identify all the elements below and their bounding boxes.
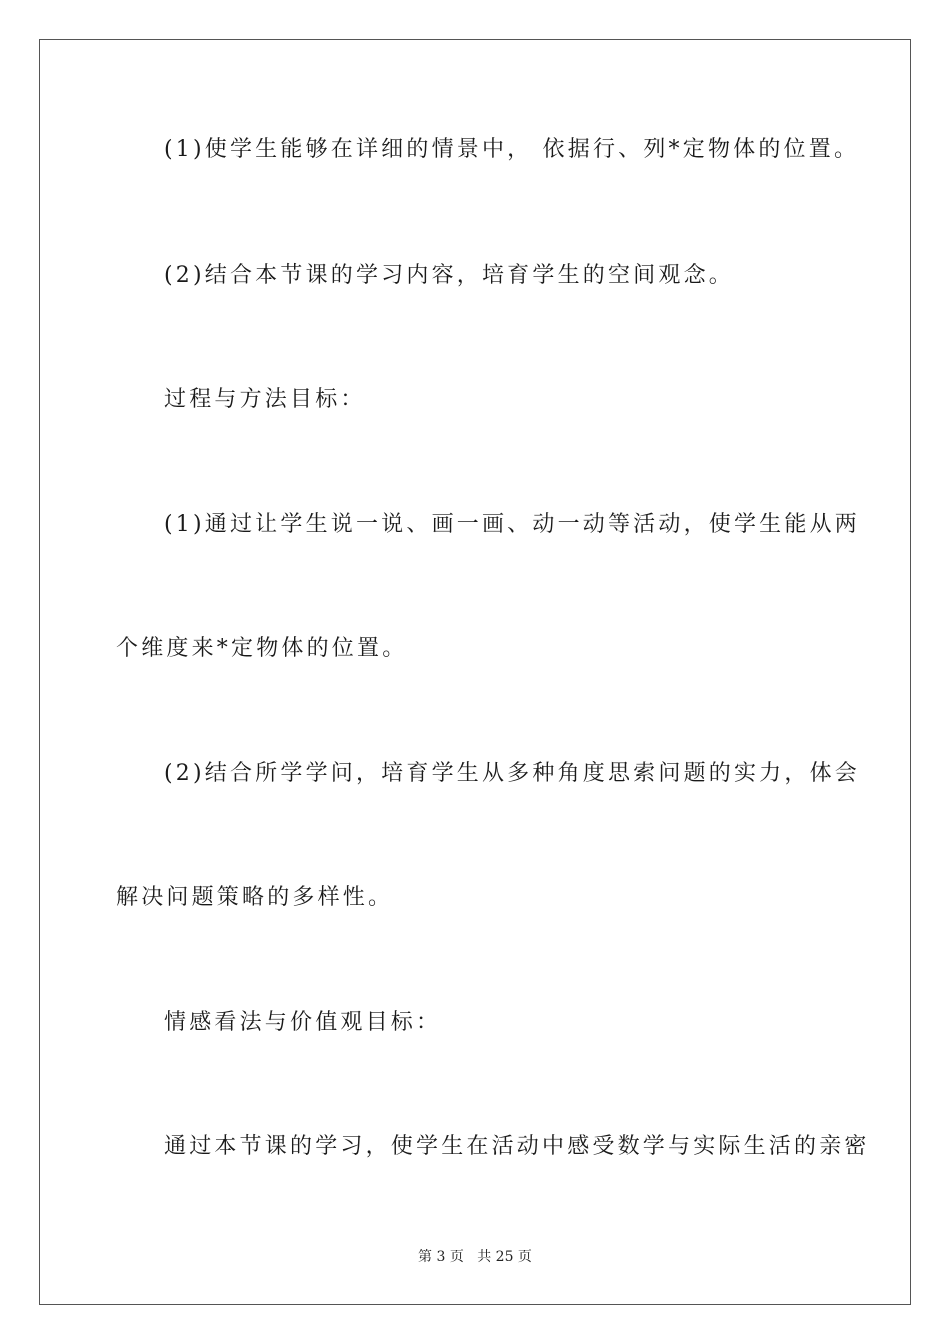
page-number: 第 3 页 bbox=[418, 1249, 464, 1265]
total-pages: 共 25 页 bbox=[477, 1249, 532, 1265]
text-line-8: 情感看法与价值观目标： bbox=[164, 1010, 442, 1035]
text-line-9: 通过本节课的学习，使学生在活动中感受数学与实际生活的亲密 bbox=[164, 1134, 870, 1159]
text-line-4: (1)通过让学生说一说、画一画、动一动等活动，使学生能从两 bbox=[164, 512, 860, 537]
text-line-2: (2)结合本节课的学习内容，培育学生的空间观念。 bbox=[164, 263, 734, 288]
page-footer bbox=[0, 1247, 950, 1267]
page-border bbox=[39, 39, 911, 1305]
text-line-3: 过程与方法目标： bbox=[164, 387, 366, 412]
text-line-1: (1)使学生能够在详细的情景中， 依据行、列*定物体的位置。 bbox=[164, 137, 860, 162]
text-line-5: 个维度来*定物体的位置。 bbox=[116, 636, 408, 661]
text-line-7: 解决问题策略的多样性。 bbox=[116, 885, 394, 910]
text-line-6: (2)结合所学学问，培育学生从多种角度思索问题的实力，体会 bbox=[164, 761, 860, 786]
